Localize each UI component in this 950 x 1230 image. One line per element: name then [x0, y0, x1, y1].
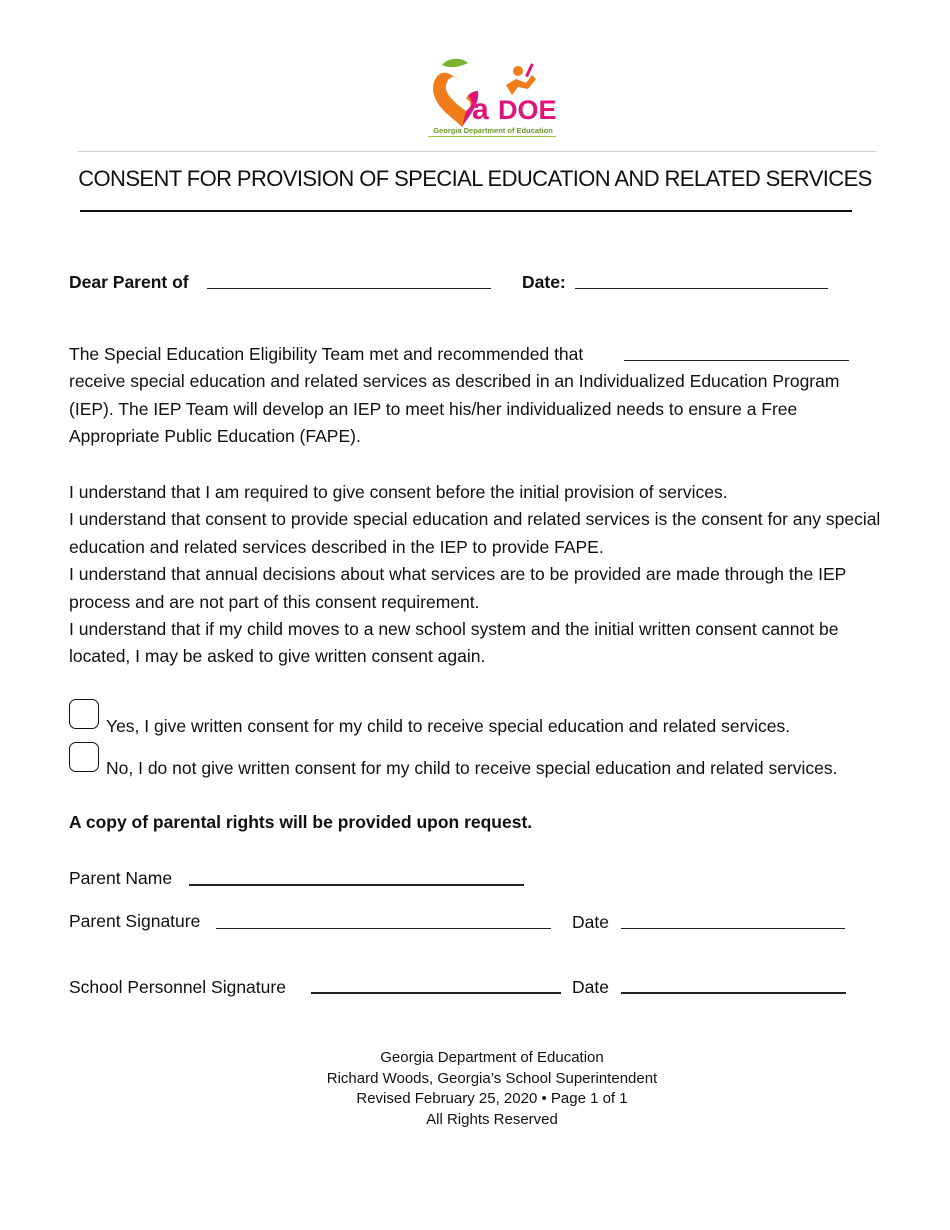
student-name-field[interactable] — [624, 360, 849, 361]
parent-signature-label: Parent Signature — [69, 911, 201, 931]
footer-line: Georgia Department of Education — [380, 1049, 604, 1066]
understanding-item: I understand that I am required to give consent before the initial provision of services. — [69, 482, 728, 502]
title-underline — [80, 210, 852, 212]
parent-name-label: Parent Name — [69, 868, 173, 888]
school-signature-field[interactable] — [311, 992, 561, 994]
consent-no-checkbox[interactable] — [69, 742, 99, 772]
intro-line1: The Special Education Eligibility Team met and recommended that — [69, 344, 584, 364]
page-title: CONSENT FOR PROVISION OF SPECIAL EDUCATION AND RELATED SERVICES — [78, 166, 872, 191]
footer-line: All Rights Reserved — [426, 1111, 558, 1129]
footer-line: Revised February 25, 2020 • Page 1 of 1 — [356, 1090, 628, 1108]
logo-caption: Georgia Department of Education — [433, 126, 553, 135]
date-label: Date: — [522, 272, 566, 292]
gadoe-logo — [428, 55, 558, 137]
consent-no-label: No, I do not give written consent for my child to receive special education and related services. — [106, 758, 838, 778]
logo-underline — [428, 136, 556, 137]
school-signature-label: School Personnel Signature — [69, 977, 286, 997]
parent-name-field[interactable] — [189, 884, 524, 886]
understanding-item: I understand that if my child moves to a new school system and the initial written consent cannot be located, I may be asked to give written consent again. — [69, 619, 839, 667]
school-date-field[interactable] — [621, 992, 846, 994]
parental-rights-note: A copy of parental rights will be provided upon request. — [69, 812, 533, 832]
intro-rest: receive special education and related services as described in an Individualized Education Program (IEP). The IEP Team will develop an IEP to meet his/her individualized needs to ensure a Free Appropriate Public Education (FAPE). — [69, 371, 840, 447]
dear-parent-label: Dear Parent of — [69, 272, 189, 292]
intro-paragraph — [69, 341, 889, 451]
header-divider — [78, 151, 876, 152]
consent-yes-label: Yes, I give written consent for my child to receive special education and related services. — [106, 716, 791, 736]
date-field[interactable] — [575, 288, 828, 289]
understanding-item: I understand that annual decisions about what services are to be provided are made through the IEP process and are not part of this consent requirement. — [69, 564, 846, 612]
footer — [0, 1048, 950, 1131]
parent-date-field[interactable] — [621, 928, 845, 929]
parent-date-label: Date — [572, 912, 609, 932]
footer-line: Richard Woods, Georgia’s School Superintendent — [326, 1069, 658, 1087]
school-date-label: Date — [572, 977, 609, 997]
consent-yes-checkbox[interactable] — [69, 699, 99, 729]
svg-text:a: a — [472, 93, 489, 126]
parent-signature-field[interactable] — [216, 928, 551, 929]
svg-text:DOE: DOE — [498, 95, 557, 125]
understandings-list — [69, 479, 889, 671]
dear-parent-field[interactable] — [207, 288, 491, 289]
understanding-item: I understand that consent to provide special education and related services is the consent for any special education and related services described in the IEP to provide FAPE. — [69, 509, 881, 557]
